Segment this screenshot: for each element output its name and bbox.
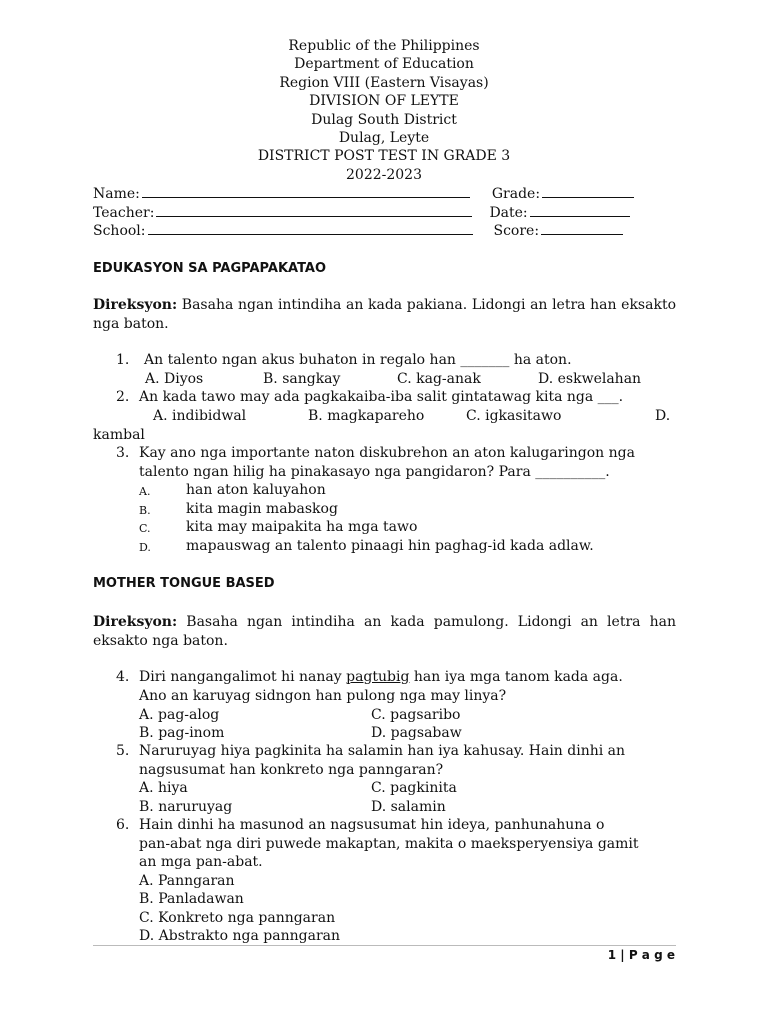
section-title-esp: EDUKASYON SA PAGPAPAKATAO xyxy=(93,261,327,276)
question-3-choice-b-letter: B. xyxy=(139,504,151,517)
field-row-name xyxy=(93,185,693,204)
question-3-choice-c[interactable]: kita may maipakita ha mga tawo xyxy=(186,519,418,535)
question-5-number: 5. xyxy=(116,743,130,759)
page-number: 1 | P a g e xyxy=(607,948,675,962)
direction-text: Basaha ngan intindiha an kada pamulong. Lidongi an letra han eksakto nga baton. xyxy=(93,614,676,649)
question-2-choice-b[interactable]: B. magkapareho xyxy=(308,408,425,424)
question-4-number: 4. xyxy=(116,669,130,685)
footer-divider xyxy=(93,945,676,946)
question-3-choice-d[interactable]: mapauswag an talento pinaagi hin paghag-id kada adlaw. xyxy=(186,538,594,554)
question-1-choice-a[interactable]: A. Diyos xyxy=(145,371,204,387)
question-3-choice-d-letter: D. xyxy=(139,541,151,554)
header-line-division: DIVISION OF LEYTE xyxy=(309,93,459,110)
question-5-text-line1: Naruruyag hiya pagkinita ha salamin han iya kahusay. Hain dinhi an xyxy=(139,743,626,759)
question-6-number: 6. xyxy=(116,817,130,833)
direction-mtb xyxy=(93,613,676,651)
question-6-text-line1: Hain dinhi ha masunod an nagsusumat hin ideya, panhunahuna o xyxy=(139,817,605,833)
section-title-mtb: MOTHER TONGUE BASED xyxy=(93,576,275,591)
question-2-number: 2. xyxy=(116,389,130,405)
question-6-choice-d[interactable]: D. Abstrakto nga panngaran xyxy=(139,928,341,944)
header-line-test-title: DISTRICT POST TEST IN GRADE 3 xyxy=(257,148,511,165)
question-4-choice-a[interactable]: A. pag-alog xyxy=(139,707,220,723)
grade-blank-line[interactable] xyxy=(542,185,634,198)
question-4-text-line2: Ano an karuyag sidngon han pulong nga may linya? xyxy=(139,688,507,704)
header-line-town: Dulag, Leyte xyxy=(338,130,430,147)
question-2-choice-c[interactable]: C. igkasitawo xyxy=(466,408,562,424)
question-4-choice-d[interactable]: D. pagsabaw xyxy=(371,725,462,741)
direction-label: Direksyon: xyxy=(93,297,178,313)
question-1-choice-b[interactable]: B. sangkay xyxy=(263,371,341,387)
question-1-choice-d[interactable]: D. eskwelahan xyxy=(538,371,642,387)
school-blank-line[interactable] xyxy=(148,222,473,235)
question-2-text: An kada tawo may ada pagkakaiba-iba salit gintatawag kita nga ___. xyxy=(139,389,624,405)
score-blank-line[interactable] xyxy=(541,222,623,235)
question-4-choice-b[interactable]: B. pag-inom xyxy=(139,725,225,741)
question-5-choice-b[interactable]: B. naruruyag xyxy=(139,799,233,815)
field-row-school xyxy=(93,222,693,241)
question-1-choice-c[interactable]: C. kag-anak xyxy=(397,371,481,387)
header-line-region: Region VIII (Eastern Visayas) xyxy=(279,74,489,91)
q4-text-before: Diri nangangalimot hi nanay xyxy=(139,669,347,685)
name-blank-line[interactable] xyxy=(142,185,470,198)
question-5-choice-a[interactable]: A. hiya xyxy=(139,780,188,796)
question-5-text-line2: nagsusumat han konkreto nga panngaran? xyxy=(139,762,444,778)
q4-text-after: han iya mga tanom kada aga. xyxy=(409,669,623,685)
header-line-deped: Department of Education xyxy=(294,56,474,73)
header-line-district: Dulag South District xyxy=(311,111,457,128)
school-label: School: xyxy=(93,223,146,239)
question-2-choice-d-text[interactable]: kambal xyxy=(93,427,145,443)
date-blank-line[interactable] xyxy=(530,204,630,217)
question-3-choice-c-letter: C. xyxy=(139,522,151,535)
date-label: Date: xyxy=(489,204,528,221)
direction-esp xyxy=(93,296,676,334)
score-label: Score: xyxy=(493,223,540,239)
question-3-choice-b[interactable]: kita magin mabaskog xyxy=(186,501,338,517)
question-1-number: 1. xyxy=(116,352,130,368)
field-row-teacher xyxy=(93,204,693,223)
question-5-choice-c[interactable]: C. pagkinita xyxy=(371,780,457,796)
header-line-school-year: 2022-2023 xyxy=(346,166,422,183)
question-4-choice-c[interactable]: C. pagsaribo xyxy=(371,707,461,723)
q4-underlined-word: pagtubig xyxy=(346,669,410,685)
question-4-text-line1 xyxy=(139,669,623,685)
document-header xyxy=(0,37,768,184)
question-6-text-line2: pan-abat nga diri puwede makaptan, makita o maeksperyensiya gamit xyxy=(139,836,639,852)
question-3-choice-a-letter: A. xyxy=(139,485,151,498)
question-2-choice-a[interactable]: A. indibidwal xyxy=(153,408,247,424)
direction-text: Basaha ngan intindiha an kada pakiana. Lidongi an letra han eksakto nga baton. xyxy=(93,297,676,332)
student-info-fields xyxy=(93,185,693,241)
question-1-text: An talento ngan akus buhaton in regalo han _______ ha aton. xyxy=(144,352,572,368)
question-6-choice-b[interactable]: B. Panladawan xyxy=(139,891,244,907)
name-label: Name: xyxy=(93,186,140,202)
question-3-text-line2: talento ngan hilig ha pinakasayo nga pangidaron? Para __________. xyxy=(139,464,610,480)
question-6-choice-a[interactable]: A. Panngaran xyxy=(139,873,235,889)
question-3-text-line1: Kay ano nga importante naton diskubrehon an aton kalugaringon nga xyxy=(139,445,635,461)
grade-label: Grade: xyxy=(491,186,541,202)
teacher-label: Teacher: xyxy=(93,204,155,221)
question-6-choice-c[interactable]: C. Konkreto nga panngaran xyxy=(139,910,336,926)
teacher-blank-line[interactable] xyxy=(156,204,472,217)
question-5-choice-d[interactable]: D. salamin xyxy=(371,799,446,815)
header-line-republic: Republic of the Philippines xyxy=(288,38,480,54)
question-3-number: 3. xyxy=(116,445,130,461)
question-6-text-line3: an mga pan-abat. xyxy=(139,854,263,870)
direction-label: Direksyon: xyxy=(93,614,178,630)
question-2-choice-d[interactable]: D. xyxy=(655,408,671,424)
question-3-choice-a[interactable]: han aton kaluyahon xyxy=(186,482,326,498)
